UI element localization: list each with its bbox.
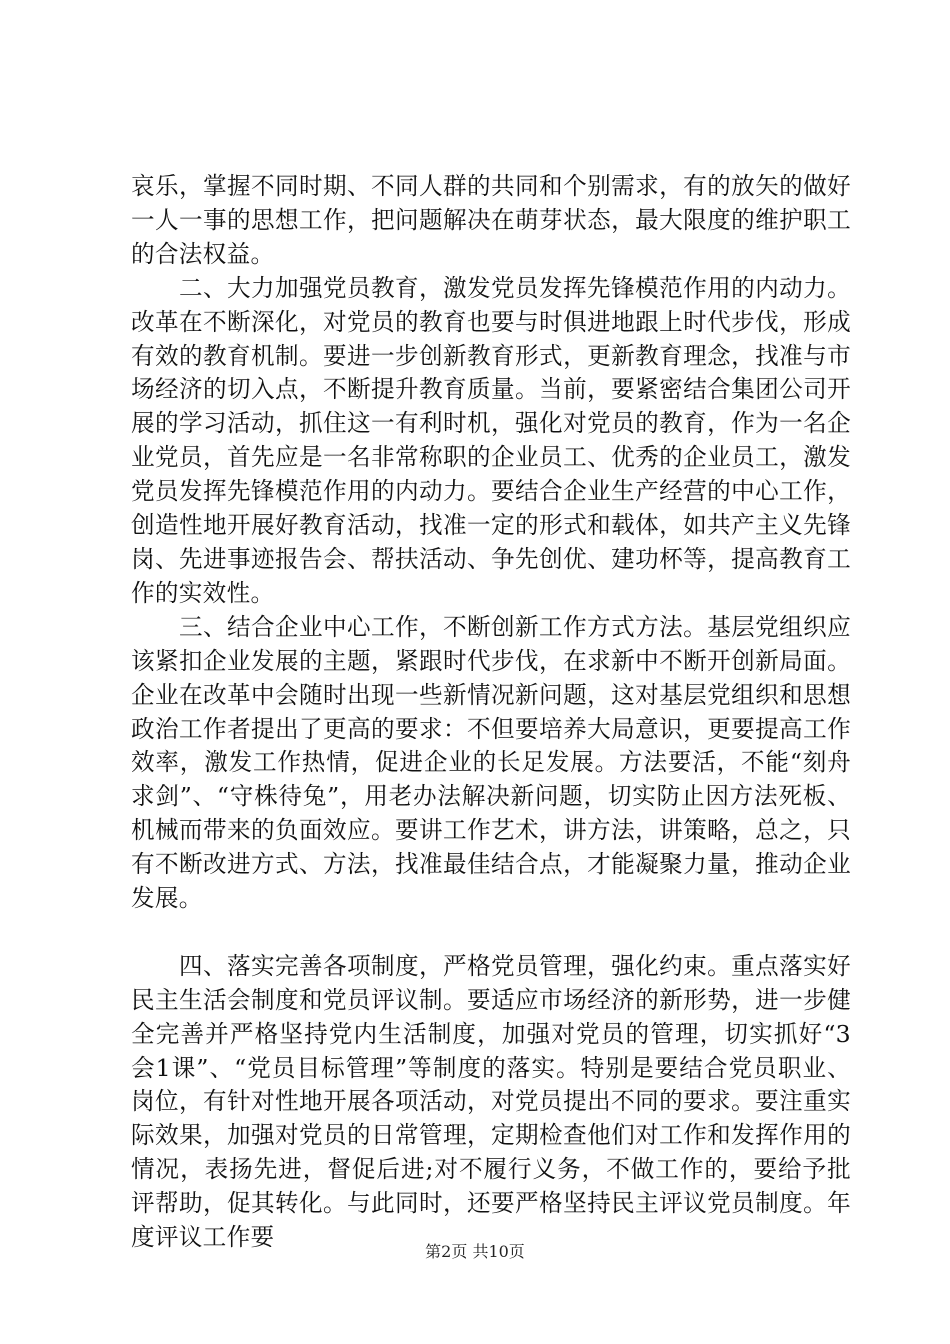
paragraph-section-2: 二、大力加强党员教育，激发党员发挥先锋模范作用的内动力。改革在不断深化，对党员的教育也要与时俱进地跟上时代步伐，形成有效的教育机制。要进一步创新教育形式，更新教育理念，找准与市场经济的切入点，不断提升教育质量。当前，要紧密结合集团公司开展的学习活动，抓住这一有利时机，强化对党员的教育，作为一名企业党员，首先应是一名非常称职的企业员工、优秀的企业员工，激发党员发挥先锋模范作用的内动力。要结合企业生产经营的中心工作，创造性地开展好教育活动，找准一定的形式和载体，如共产主义先锋岗、先进事迹报告会、帮扶活动、争先创优、建功杯等，提高教育工作的实效性。 (131, 273, 851, 607)
paragraph-section-4: 四、落实完善各项制度，严格党员管理，强化约束。重点落实好民主生活会制度和党员评议制。要适应市场经济的新形势，进一步健全完善并严格坚持党内生活制度，加强对党员的管理，切实抓好“3会1课”、“党员目标管理”等制度的落实。特别是要结合党员职业、岗位，有针对性地开展各项活动，对党员提出不同的要求。要注重实际效果，加强对党员的日常管理，定期检查他们对工作和发挥作用的情况，表扬先进，督促后进;对不履行义务，不做工作的，要给予批评帮助，促其转化。与此同时，还要严格坚持民主评议党员制度。年度评议工作要 (131, 951, 851, 1252)
document-body (131, 170, 851, 1255)
page-number-footer: 第2页 共10页 (425, 1242, 525, 1261)
paragraph-section-3: 三、结合企业中心工作，不断创新工作方式方法。基层党组织应该紧扣企业发展的主题，紧跟时代步伐，在求新中不断开创新局面。企业在改革中会随时出现一些新情况新问题，这对基层党组织和思想政治工作者提出了更高的要求：不但要培养大局意识，更要提高工作效率，激发工作热情，促进企业的长足发展。方法要活，不能“刻舟求剑”、“守株待兔”，用老办法解决新问题，切实防止因方法死板、机械而带来的负面效应。要讲工作艺术，讲方法，讲策略，总之，只有不断改进方式、方法，找准最佳结合点，才能凝聚力量，推动企业发展。 (131, 612, 851, 913)
paragraph-continuation: 哀乐，掌握不同时期、不同人群的共同和个别需求，有的放矢的做好一人一事的思想工作，把问题解决在萌芽状态，最大限度的维护职工的合法权益。 (131, 172, 851, 268)
